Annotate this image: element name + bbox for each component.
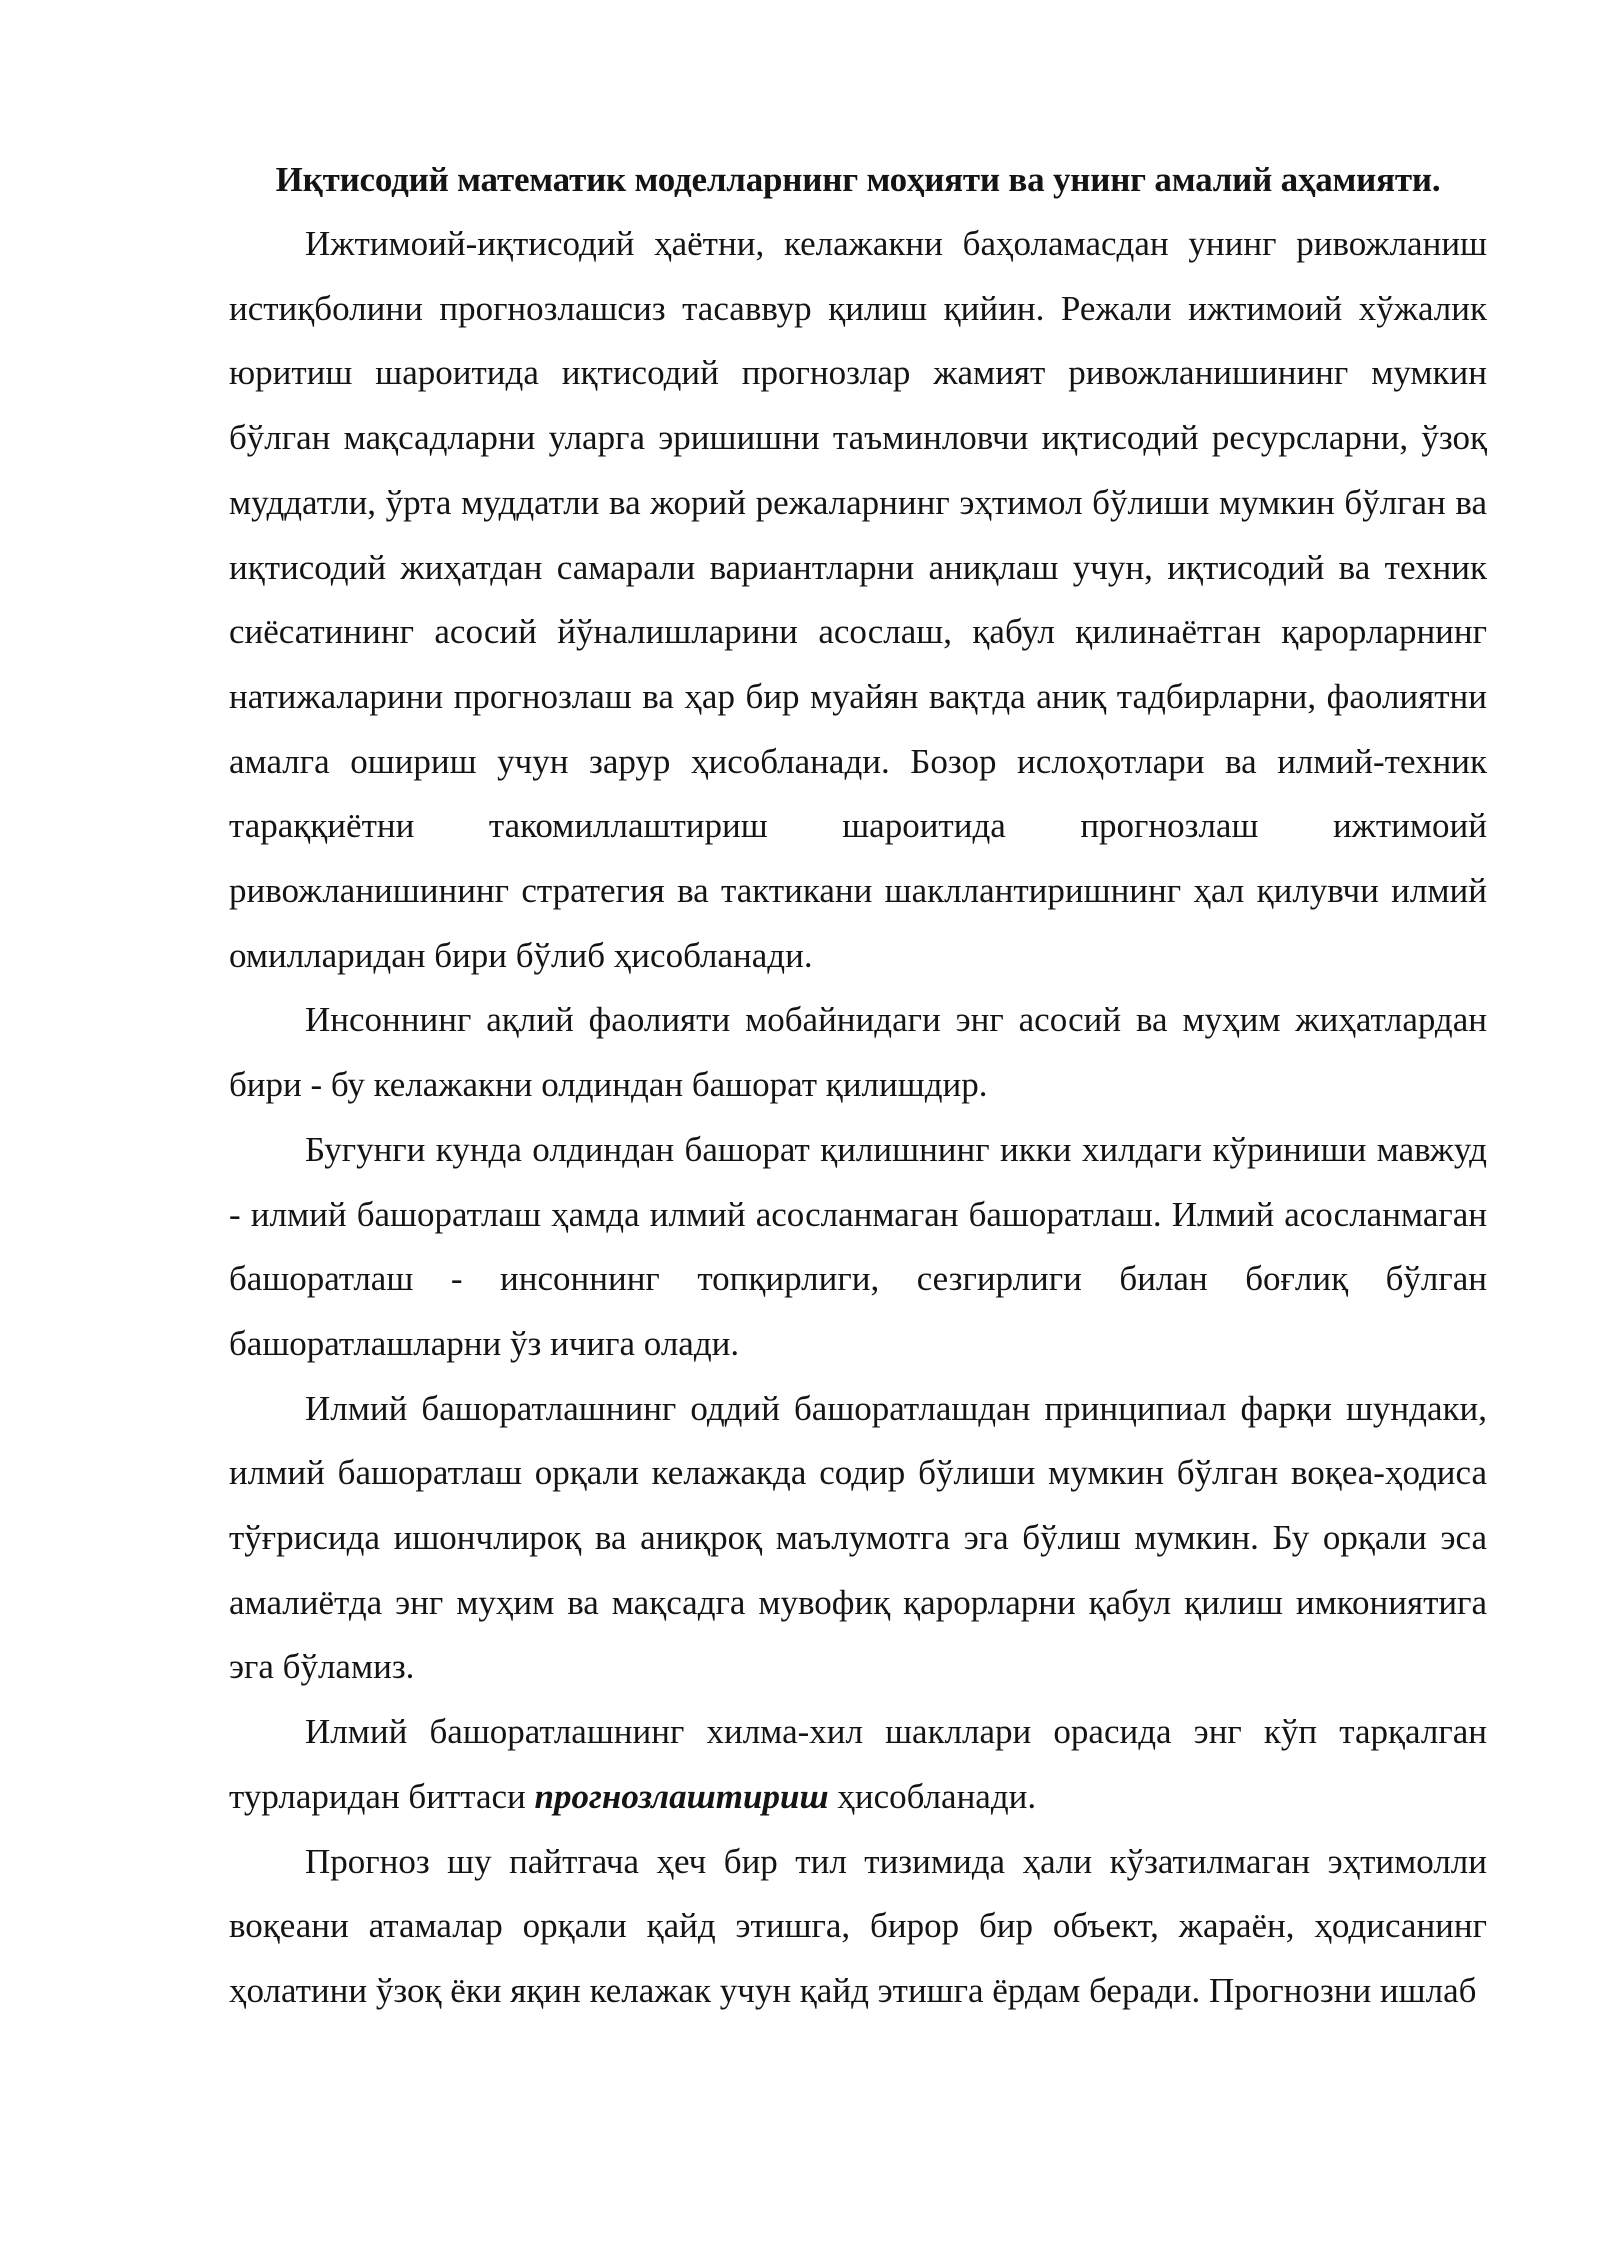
document-body — [229, 148, 1487, 2024]
paragraph-2: Инсоннинг ақлий фаолияти мобайнидаги энг асосий ва муҳим жиҳатлардан бири - бу келажакни олдиндан башорат қилишдир. — [229, 1000, 1487, 1105]
paragraph-3: Бугунги кунда олдиндан башорат қилишнинг икки хилдаги кўриниши мавжуд - илмий башоратлаш ҳамда илмий асосланмаган башоратлаш. Илмий асосланмаган башоратлаш - инсоннинг топқирлиги, сезгирлиги билан боғлиқ бўлган башоратлашларни ўз ичига олади. — [229, 1129, 1487, 1363]
paragraph-5 — [229, 1700, 1487, 1829]
paragraph-6: Прогноз шу пайтгача ҳеч бир тил тизимида ҳали кўзатилмаган эҳтимолли воқеани атамалар орқали қайд этишга, бирор бир объект, жараён, ҳодисанинг ҳолатини ўзоқ ёки яқин келажак учун қайд этишга ёрдам беради. Прогнозни ишлаб — [229, 1841, 1487, 2010]
paragraph-5-emphasis: прогнозлаштириш — [534, 1776, 829, 1816]
paragraph-1: Ижтимоий-иқтисодий ҳаётни, келажакни баҳоламасдан унинг ривожланиш истиқболини прогнозлашсиз тасаввур қилиш қийин. Режали ижтимоий хўжалик юритиш шароитида иқтисодий прогнозлар жамият ривожланишининг мумкин бўлган мақсадларни уларга эришишни таъминловчи иқтисодий ресурсларни, ўзоқ муддатли, ўрта муддатли ва жорий режаларнинг эҳтимол бўлиши мумкин бўлган ва иқтисодий жиҳатдан самарали вариантларни аниқлаш учун, иқтисодий ва техник сиёсатининг асосий йўналишларини асослаш, қабул қилинаётган қарорларнинг натижаларини прогнозлаш ва ҳар бир муайян вақтда аниқ тадбирларни, фаолиятни амалга ошириш учун зарур ҳисобланади. Бозор ислоҳотлари ва илмий-техник тараққиётни такомиллаштириш шароитида прогнозлаш ижтимоий ривожланишининг стратегия ва тактикани шакллантиришнинг ҳал қилувчи илмий омилларидан бири бўлиб ҳисобланади. — [229, 224, 1487, 975]
paragraph-5-text-before: Илмий башоратлашнинг хилма-хил шакллари орасида энг кўп тарқалган турларидан биттаси — [229, 1712, 1487, 1816]
document-title: Иқтисодий математик моделларнинг моҳияти ва унинг амалий аҳамияти. — [275, 160, 1441, 199]
paragraph-5-text-after: ҳисобланади. — [828, 1776, 1037, 1816]
paragraph-4: Илмий башоратлашнинг оддий башоратлашдан принципиал фарқи шундаки, илмий башоратлаш орқали келажакда содир бўлиши мумкин бўлган воқеа-ҳодиса тўғрисида ишончлироқ ва аниқроқ маълумотга эга бўлиш мумкин. Бу орқали эса амалиётда энг муҳим ва мақсадга мувофиқ қарорларни қабул қилиш имкониятига эга бўламиз. — [229, 1388, 1487, 1687]
